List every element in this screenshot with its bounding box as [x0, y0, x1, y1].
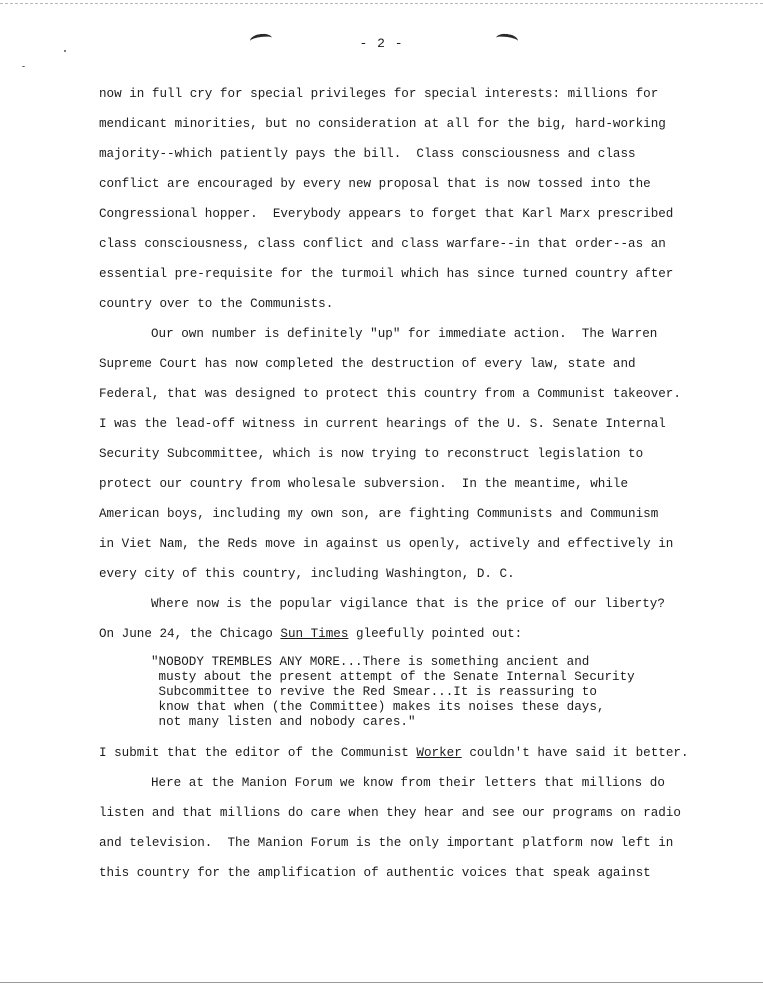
text-line: Where now is the popular vigilance that is the price of our liberty? — [151, 597, 665, 611]
scan-edge-top — [0, 3, 763, 4]
text-line: I was the lead-off witness in current hearings of the U. S. Senate Internal — [99, 417, 666, 431]
text-line: Here at the Manion Forum we know from their letters that millions do — [151, 776, 665, 790]
text-line: listen and that millions do care when they hear and see our programs on radio — [99, 806, 681, 820]
text-line: essential pre-requisite for the turmoil which has since turned country after — [99, 267, 674, 281]
quote-line: "NOBODY TREMBLES ANY MORE...There is something ancient and — [151, 655, 590, 669]
text-segment: gleefully pointed out: — [348, 627, 523, 641]
text-line: protect our country from wholesale subversion. In the meantime, while — [99, 477, 629, 491]
text-line: mendicant minorities, but no consideration at all for the big, hard-working — [99, 117, 666, 131]
text-line: class consciousness, class conflict and class warfare--in that order--as an — [99, 237, 666, 251]
quote-line: know that when (the Committee) makes its noises these days, — [151, 700, 605, 714]
scan-speck — [22, 66, 25, 67]
text-segment: On June 24, the Chicago — [99, 627, 281, 641]
text-line: in Viet Nam, the Reds move in against us openly, actively and effectively in — [99, 537, 674, 551]
text-line: Security Subcommittee, which is now trying to reconstruct legislation to — [99, 447, 644, 461]
text-line: Congressional hopper. Everybody appears to forget that Karl Marx prescribed — [99, 207, 674, 221]
text-line: conflict are encouraged by every new proposal that is now tossed into the — [99, 177, 651, 191]
text-line: country over to the Communists. — [99, 297, 334, 311]
text-line: American boys, including my own son, are fighting Communists and Communism — [99, 507, 659, 521]
text-line — [99, 626, 522, 642]
paragraph-4 — [99, 745, 689, 761]
page-number: - 2 - — [359, 36, 404, 51]
text-segment: couldn't have said it better. — [461, 746, 689, 760]
newspaper-name-underlined: Worker — [416, 746, 462, 760]
text-segment: I submit that the editor of the Communist — [99, 746, 417, 760]
text-line: every city of this country, including Washington, D. C. — [99, 567, 515, 581]
text-line: majority--which patiently pays the bill. Class consciousness and class — [99, 147, 636, 161]
newspaper-name-underlined: Sun Times — [280, 627, 349, 641]
text-line: Federal, that was designed to protect this country from a Communist takeover. — [99, 387, 681, 401]
quote-line: Subcommittee to revive the Red Smear...It is reassuring to — [151, 685, 597, 699]
text-line: Our own number is definitely "up" for immediate action. The Warren — [151, 327, 658, 341]
quote-line: musty about the present attempt of the Senate Internal Security — [151, 670, 635, 684]
text-line: and television. The Manion Forum is the only important platform now left in — [99, 836, 674, 850]
quote-line: not many listen and nobody cares." — [151, 715, 416, 729]
text-line: Supreme Court has now completed the destruction of every law, state and — [99, 357, 636, 371]
scan-edge-bottom — [0, 982, 763, 983]
text-line: now in full cry for special privileges for special interests: millions for — [99, 87, 659, 101]
text-line: this country for the amplification of authentic voices that speak against — [99, 866, 651, 880]
